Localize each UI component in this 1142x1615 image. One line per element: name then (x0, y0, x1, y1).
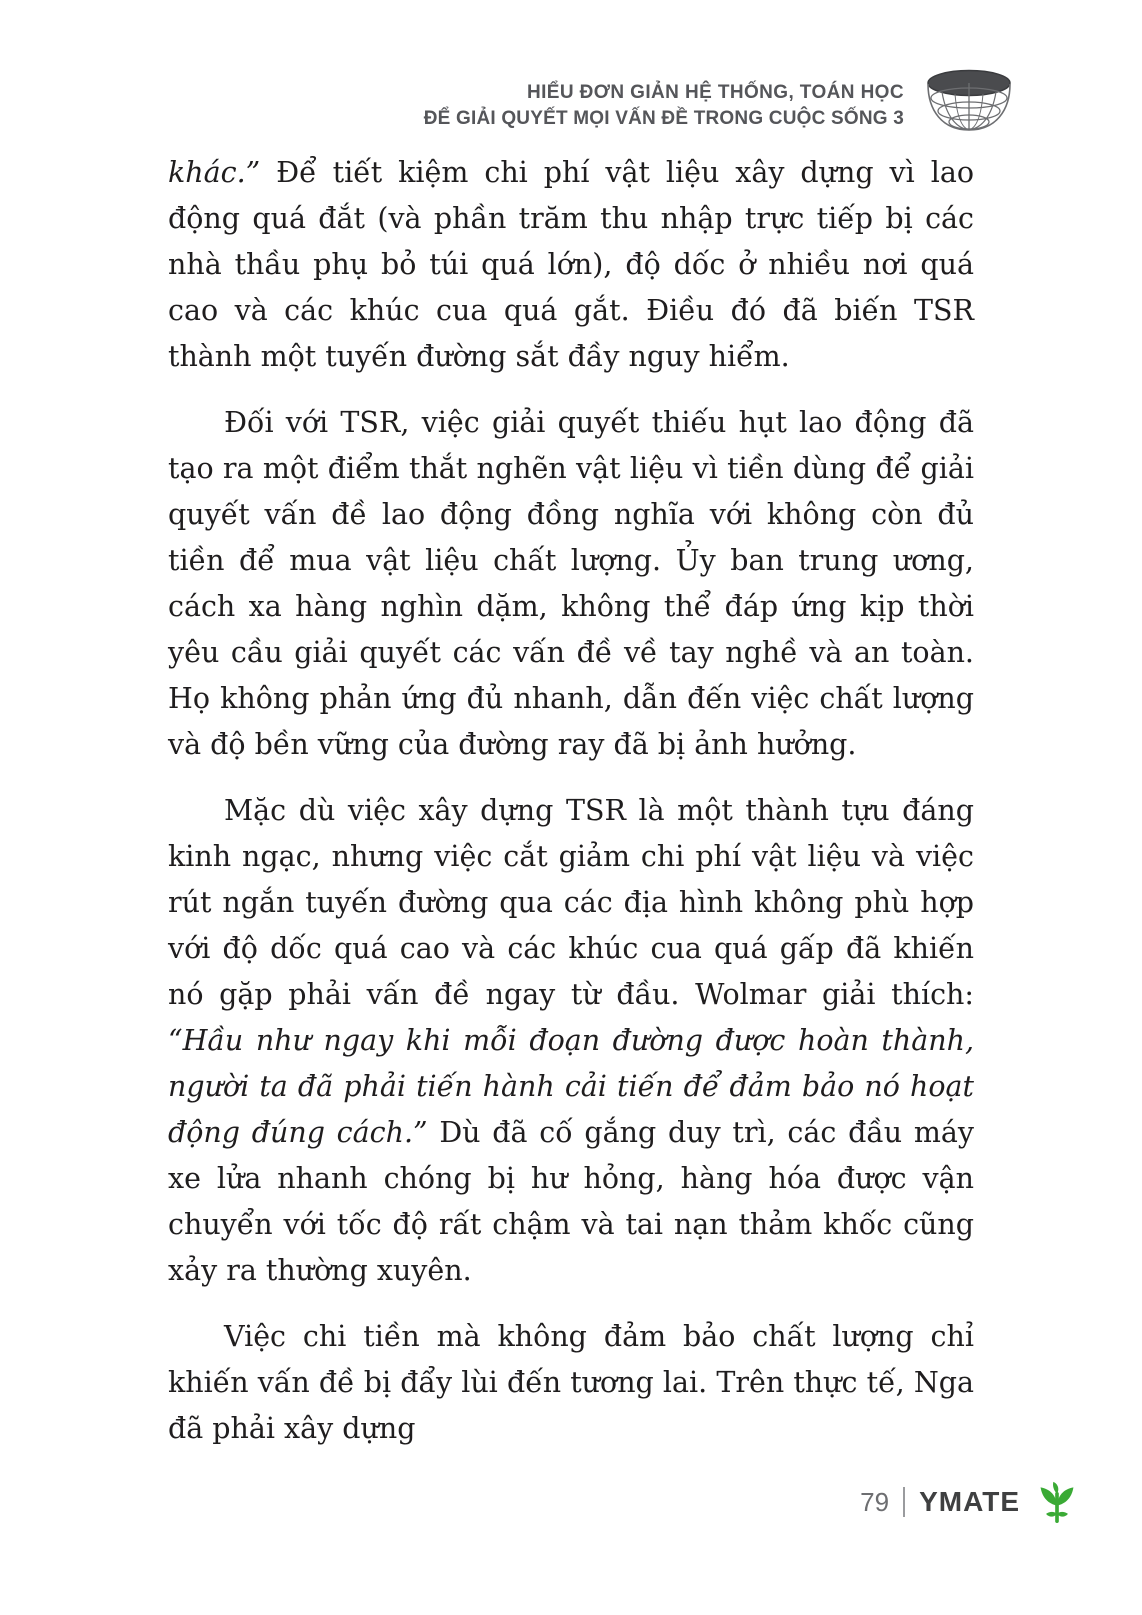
page-body (168, 150, 974, 1472)
paragraph-text: Việc chi tiền mà không đảm bảo chất lượng chỉ khiến vấn đề bị đẩy lùi đến tương lai. Trên thực tế, Nga đã phải xây dựng (168, 1320, 974, 1445)
paragraph-text: Đối với TSR, việc giải quyết thiếu hụt lao động đã tạo ra một điểm thắt nghẽn vật liệu vì tiền dùng để giải quyết vấn đề lao động đồng nghĩa với không còn đủ tiền để mua vật liệu chất lượng. Ủy ban trung ương, cách xa hàng nghìn dặm, không thể đáp ứng kịp thời yêu cầu giải quyết các vấn đề về tay nghề và an toàn. Họ không phản ứng đủ nhanh, dẫn đến việc chất lượng và độ bền vững của đường ray đã bị ảnh hưởng. (168, 406, 974, 761)
header-title-line1: HIỂU ĐƠN GIẢN HỆ THỐNG, TOÁN HỌC (526, 82, 904, 103)
page-number: 79 (860, 1486, 890, 1517)
paragraph-text-italic: “Hầu như ngay khi mỗi đoạn đường được hoàn thành, người ta đã phải tiến hành cải tiến để đảm bảo nó hoạt động đúng cách.” (168, 1024, 974, 1149)
paragraph (168, 400, 974, 768)
brand-name: YMATE (919, 1486, 1020, 1517)
paragraph-text: Dù đã cố gắng duy trì, các đầu máy xe lửa nhanh chóng bị hư hỏng, hàng hóa được vận chuyển với tốc độ rất chậm và tai nạn thảm khốc cũng xảy ra thường xuyên. (168, 1116, 974, 1287)
header-title-line2: ĐỂ GIẢI QUYẾT MỌI VẤN ĐỀ TRONG CUỘC SỐNG 3 (423, 107, 904, 129)
ymate-leaf-icon (1034, 1481, 1080, 1523)
paragraph-text: Mặc dù việc xây dựng TSR là một thành tựu đáng kinh ngạc, nhưng việc cắt giảm chi phí vật liệu và việc rút ngắn tuyến đường qua các địa hình không phù hợp với độ dốc quá cao và các khúc cua quá gấp đã khiến nó gặp phải vấn đề ngay từ đầu. Wolmar giải thích: (168, 794, 974, 1011)
page-header (424, 80, 904, 131)
page-footer (860, 1481, 1080, 1523)
globe-wireframe-icon (924, 68, 1014, 148)
paragraph-text: Để tiết kiệm chi phí vật liệu xây dựng vì lao động quá đắt (và phần trăm thu nhập trực tiếp bị các nhà thầu phụ bỏ túi quá lớn), độ dốc ở nhiều nơi quá cao và các khúc cua quá gắt. Điều đó đã biến TSR thành một tuyến đường sắt đầy nguy hiểm. (168, 156, 974, 373)
paragraph-text-italic: khác.” (168, 156, 277, 189)
footer-divider (903, 1487, 905, 1517)
paragraph (168, 1314, 974, 1452)
paragraph (168, 150, 974, 380)
paragraph (168, 788, 974, 1294)
